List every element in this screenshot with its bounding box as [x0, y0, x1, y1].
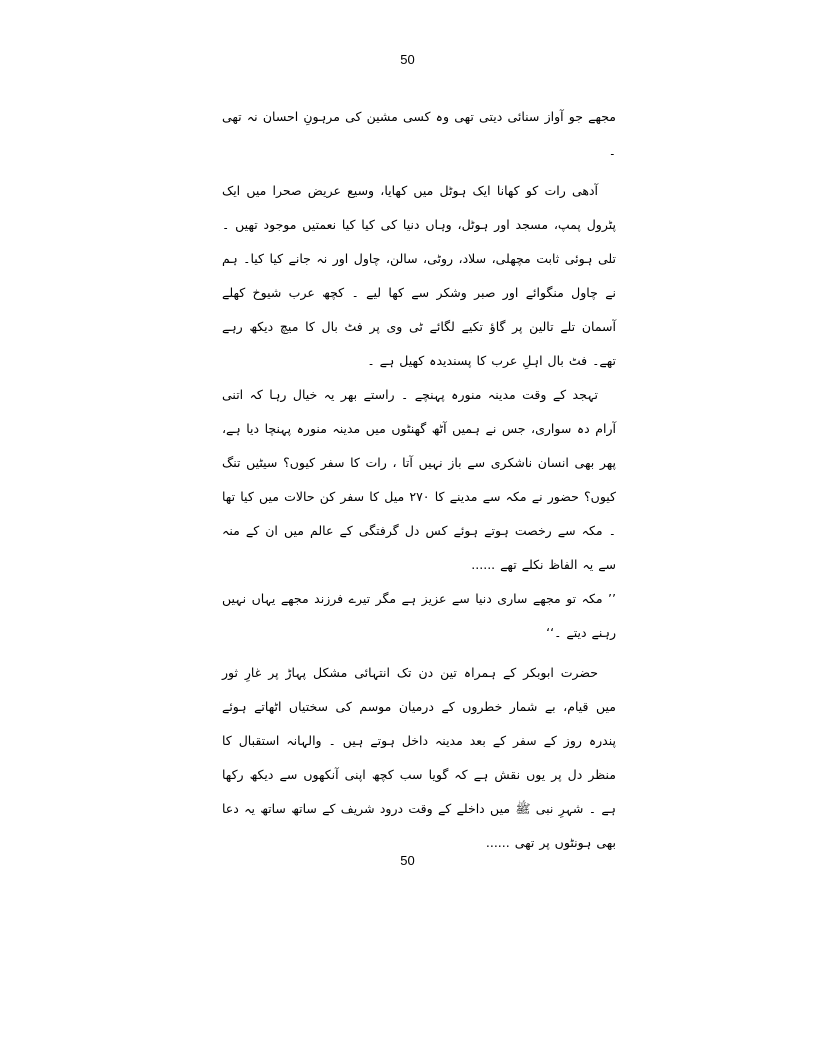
quote-paragraph: ’’ مکہ تو مجھے ساری دنیا سے عزیز ہے مگر تیرے فرزند مجھے یہاں نہیں رہنے دیتے ۔‘‘ [222, 591, 616, 640]
paragraph-1: مجھے جو آواز سنائی دیتی تھی وہ کسی مشین کی مرہونِ احسان نہ تھی ۔ [222, 109, 616, 158]
page-number-top: 50 [400, 52, 415, 67]
paragraph-2: آدھی رات کو کھانا ایک ہوٹل میں کھایا، وسیع عریض صحرا میں ایک پٹرول پمپ، مسجد اور ہوٹل، وہاں دنیا کی کیا کیا نعمتیں موجود تھیں ۔ تلی ہوئی ثابت مچھلی، سلاد، روٹی، سالن، چاول اور نہ جانے کیا کیا۔ ہم نے چاول منگوائے اور صبر وشکر سے کھا لیے ۔ کچھ عرب شیوخ کھلے آسمان تلے تالین پر گاؤ تکیے لگائے ٹی وی پر فٹ بال کا میچ دیکھ رہے تھے۔ فٹ بال اہلِ عرب کا پسندیدہ کھیل ہے ۔ [222, 183, 616, 368]
paragraph-5: حضرت ابوبکر کے ہمراہ تین دن تک انتہائی مشکل پہاڑ پر غارِ ثور میں قیام، بے شمار خطروں کے درمیان موسم کی سختیاں اٹھاتے ہوئے پندرہ روز کے سفر کے بعد مدینہ داخل ہوتے ہیں ۔ والہانہ استقبال کا منظر دل پر یوں نقش ہے کہ گویا سب کچھ اپنی آنکھوں سے دیکھ رکھا ہے ۔ شہرِ نبی ﷺ میں داخلے کے وقت درود شریف کے ساتھ ساتھ یہ دعا بھی ہونٹوں پر تھی ...... [222, 665, 616, 850]
page-body [222, 100, 616, 860]
paragraph-3: تہجد کے وقت مدینہ منورہ پہنچے ۔ راستے بھر یہ خیال رہا کہ اتنی آرام دہ سواری، جس نے ہمیں آٹھ گھنٹوں میں مدینہ منورہ پہنچا دیا ہے، پھر بھی انسان ناشکری سے باز نہیں آتا ، رات کا سفر کیوں؟ سیٹیں تنگ کیوں؟ حضور نے مکہ سے مدینے کا ۲۷۰ میل کا سفر کن حالات میں کیا تھا ۔ مکہ سے رخصت ہوتے ہوئے کس دل گرفتگی کے عالم میں ان کے منہ سے یہ الفاظ نکلے تھے ...... [222, 387, 616, 572]
page-number-bottom: 50 [400, 853, 415, 868]
